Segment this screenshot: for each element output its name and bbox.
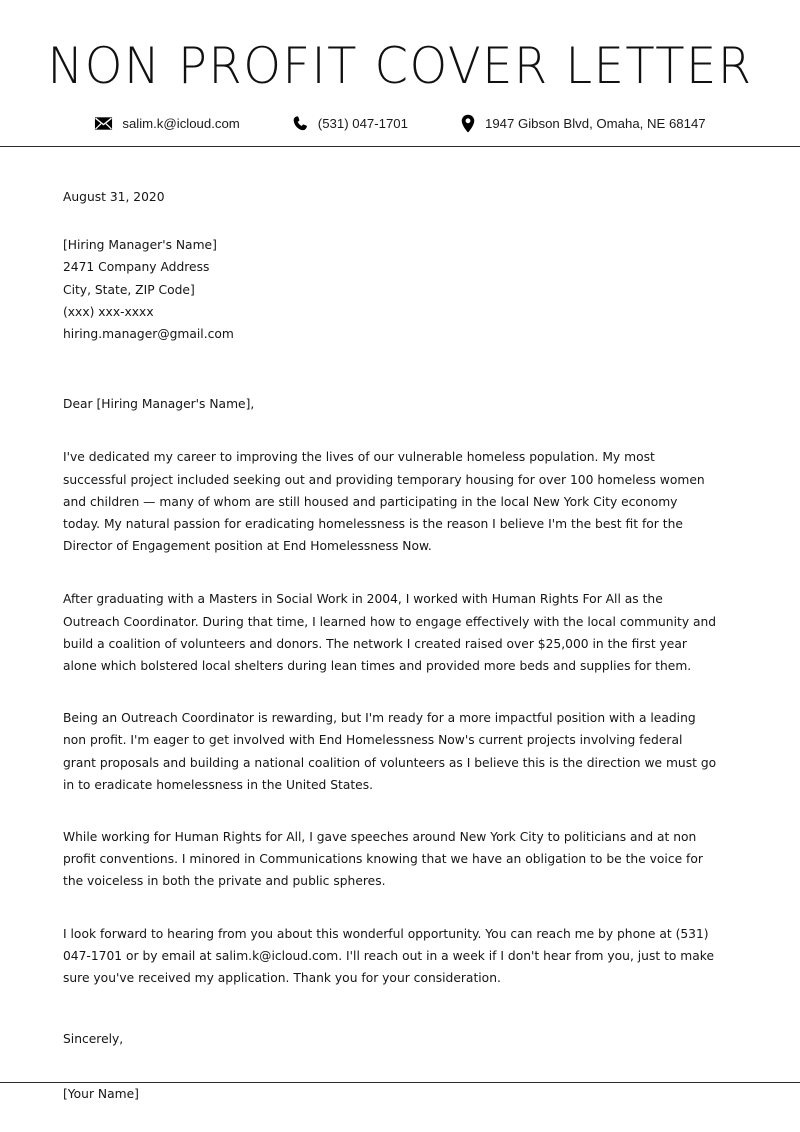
recipient-line: (xxx) xxx-xxxx	[63, 303, 154, 319]
letter-body	[0, 186, 800, 1106]
body-paragraph: I look forward to hearing from you about this wonderful opportunity. You can reach me by phone at (531) 047-1701 or by email at salim.k@icloud.com. I'll reach out in a week if I don't hear from you, just to make sure you've received my application. Thank you for your consideration.	[63, 925, 715, 986]
page-title: NON PROFIT COVER LETTER	[47, 37, 753, 95]
body-paragraph: While working for Human Rights for All, I gave speeches around New York City to politicians and at non profit conventions. I minored in Communications knowing that we have an obligation to be the voice for the voiceless in both the private and public spheres.	[63, 829, 703, 889]
contact-info-row	[0, 114, 800, 146]
recipient-line: [Hiring Manager's Name]	[63, 237, 217, 253]
body-paragraph: Being an Outreach Coordinator is rewarding, but I'm ready for a more impactful position with a leading non profit. I'm eager to get involved with End Homelessness Now's current projects involving federal grant proposals and building a national coalition of volunteers as I believe this is the direction we must go in to eradicate homelessness in the United States.	[63, 710, 717, 792]
contact-email-label: salim.k@icloud.com	[122, 115, 240, 131]
contact-phone-label: (531) 047-1701	[317, 115, 408, 131]
body-paragraph: After graduating with a Masters in Social Work in 2004, I worked with Human Rights For All as the Outreach Coordinator. During that time, I learned how to engage effectively with the local community and build a coalition of volunteers and donors. The network I created raised over $25,000 in the first year alone which bolstered local shelters during lean times and provided more beds and supplies for them.	[63, 591, 717, 674]
signature-name: [Your Name]	[63, 1086, 139, 1102]
location-pin-icon	[460, 114, 476, 133]
header-divider	[0, 146, 800, 147]
contact-email	[94, 114, 239, 133]
body-paragraph: I've dedicated my career to improving the lives of our vulnerable homeless population. My most successful project included seeking out and providing temporary housing for over 100 homeless women and children — many of whom are still housed and participating in the local New York City economy today. My natural passion for eradicating homelessness is the reason I believe I'm the best fit for the Director of Engagement position at End Homelessness Now.	[63, 449, 705, 554]
recipient-line: City, State, ZIP Code]	[63, 281, 195, 297]
footer-divider	[0, 1082, 800, 1083]
recipient-line: 2471 Company Address	[63, 259, 210, 275]
letter-date: August 31, 2020	[63, 189, 165, 204]
contact-phone	[292, 115, 408, 132]
contact-address	[460, 114, 706, 133]
contact-address-label: 1947 Gibson Blvd, Omaha, NE 68147	[484, 115, 706, 131]
closing-salutation: Sincerely,	[63, 1031, 124, 1047]
phone-icon	[292, 115, 309, 132]
recipient-block	[63, 234, 718, 345]
envelope-icon	[94, 114, 113, 133]
letter-header	[0, 0, 800, 147]
recipient-line: hiring.manager@gmail.com	[63, 326, 234, 342]
salutation: Dear [Hiring Manager's Name],	[63, 396, 255, 412]
